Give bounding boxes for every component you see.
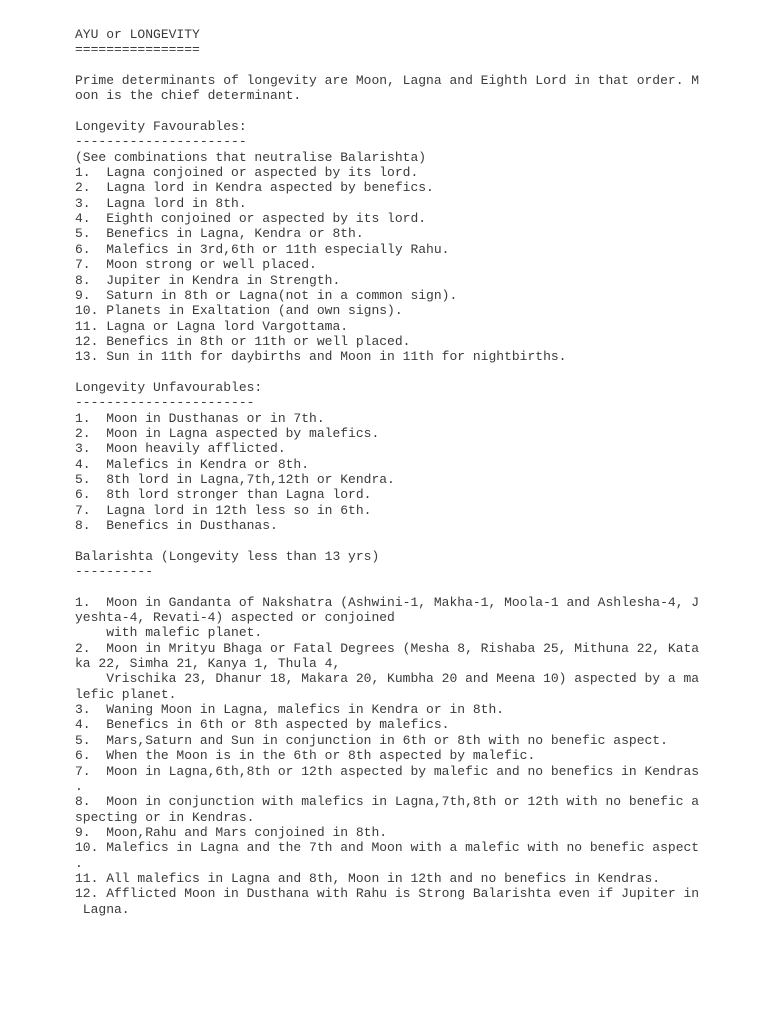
text-line: 11. All malefics in Lagna and 8th, Moon in 12th and no benefics in Kendras. bbox=[75, 870, 661, 886]
text-line: 4. Eighth conjoined or aspected by its lord. bbox=[75, 211, 427, 227]
text-line: 3. Moon heavily afflicted. bbox=[75, 441, 286, 457]
text-line: 4. Malefics in Kendra or 8th. bbox=[75, 456, 310, 472]
text-line: (See combinations that neutralise Balarishta) bbox=[75, 149, 427, 165]
text-line: 2. Moon in Mrityu Bhaga or Fatal Degrees (Mesha 8, Rishaba 25, Mithuna 22, Kata bbox=[75, 640, 700, 656]
text-line: 12. Afflicted Moon in Dusthana with Rahu is Strong Balarishta even if Jupiter in bbox=[75, 886, 700, 902]
text-line: 8. Jupiter in Kendra in Strength. bbox=[75, 272, 341, 288]
text-line: 4. Benefics in 6th or 8th aspected by malefics. bbox=[75, 717, 450, 733]
text-line: lefic planet. bbox=[75, 686, 177, 702]
text-line: 5. 8th lord in Lagna,7th,12th or Kendra. bbox=[75, 471, 395, 487]
text-line: . bbox=[75, 778, 83, 794]
text-line: 6. When the Moon is in the 6th or 8th aspected by malefic. bbox=[75, 748, 536, 764]
text-line: 2. Lagna lord in Kendra aspected by benefics. bbox=[75, 180, 434, 196]
text-line: Longevity Favourables: bbox=[75, 119, 247, 135]
text-line: 7. Lagna lord in 12th less so in 6th. bbox=[75, 502, 372, 518]
text-line: 8. Benefics in Dusthanas. bbox=[75, 518, 278, 533]
text-line: 7. Moon strong or well placed. bbox=[75, 257, 317, 273]
text-line: 2. Moon in Lagna aspected by malefics. bbox=[75, 425, 380, 441]
text-line: 10. Planets in Exaltation (and own signs). bbox=[75, 303, 403, 319]
text-line: 1. Moon in Gandanta of Nakshatra (Ashwini-1, Makha-1, Moola-1 and Ashlesha-4, J bbox=[75, 594, 700, 610]
text-line: 11. Lagna or Lagna lord Vargottama. bbox=[75, 318, 349, 334]
text-line: 8. Moon in conjunction with malefics in Lagna,7th,8th or 12th with no benefic a bbox=[75, 794, 700, 810]
text-line: 9. Saturn in 8th or Lagna(not in a common sign). bbox=[75, 287, 458, 303]
text-line: ---------------------- bbox=[75, 134, 247, 150]
text-line: Balarishta (Longevity less than 13 yrs) bbox=[75, 548, 380, 564]
text-line: ka 22, Simha 21, Kanya 1, Thula 4, bbox=[75, 656, 341, 672]
text-line: 3. Waning Moon in Lagna, malefics in Kendra or in 8th. bbox=[75, 702, 505, 718]
text-line: ================ bbox=[75, 42, 200, 58]
text-line: 13. Sun in 11th for daybirths and Moon in 11th for nightbirths. bbox=[75, 349, 567, 365]
text-line: specting or in Kendras. bbox=[75, 809, 255, 825]
text-line: 6. Malefics in 3rd,6th or 11th especially Rahu. bbox=[75, 241, 450, 257]
text-line: 5. Benefics in Lagna, Kendra or 8th. bbox=[75, 226, 364, 242]
blank-line bbox=[75, 104, 755, 119]
text-line: Vrischika 23, Dhanur 18, Makara 20, Kumbha 20 and Meena 10) aspected by a ma bbox=[75, 671, 700, 687]
text-line: 6. 8th lord stronger than Lagna lord. bbox=[75, 487, 372, 503]
text-line: Longevity Unfavourables: bbox=[75, 379, 263, 395]
blank-line bbox=[75, 579, 755, 594]
text-line: 12. Benefics in 8th or 11th or well placed. bbox=[75, 333, 411, 349]
text-line: 3. Lagna lord in 8th. bbox=[75, 195, 247, 211]
text-line: 9. Moon,Rahu and Mars conjoined in 8th. bbox=[75, 824, 388, 840]
text-line: . bbox=[75, 855, 83, 871]
text-line: 5. Mars,Saturn and Sun in conjunction in 6th or 8th with no benefic aspect. bbox=[75, 732, 668, 748]
text-line: ---------- bbox=[75, 564, 154, 580]
text-line: yeshta-4, Revati-4) aspected or conjoined bbox=[75, 610, 395, 626]
text-line: 10. Malefics in Lagna and the 7th and Moon with a malefic with no benefic aspect bbox=[75, 840, 700, 856]
blank-line bbox=[75, 365, 755, 380]
text-line: AYU or LONGEVITY bbox=[75, 27, 200, 42]
document-body bbox=[75, 27, 755, 917]
text-line: 1. Moon in Dusthanas or in 7th. bbox=[75, 410, 325, 426]
text-line: ----------------------- bbox=[75, 395, 255, 411]
text-line: Lagna. bbox=[75, 901, 130, 917]
text-line: Prime determinants of longevity are Moon, Lagna and Eighth Lord in that order. M bbox=[75, 73, 700, 89]
blank-line bbox=[75, 533, 755, 548]
text-line: 7. Moon in Lagna,6th,8th or 12th aspected by malefic and no benefics in Kendras bbox=[75, 763, 700, 779]
blank-line bbox=[75, 58, 755, 73]
text-line: oon is the chief determinant. bbox=[75, 88, 302, 104]
text-line: with malefic planet. bbox=[75, 625, 263, 641]
text-line: 1. Lagna conjoined or aspected by its lord. bbox=[75, 165, 419, 181]
